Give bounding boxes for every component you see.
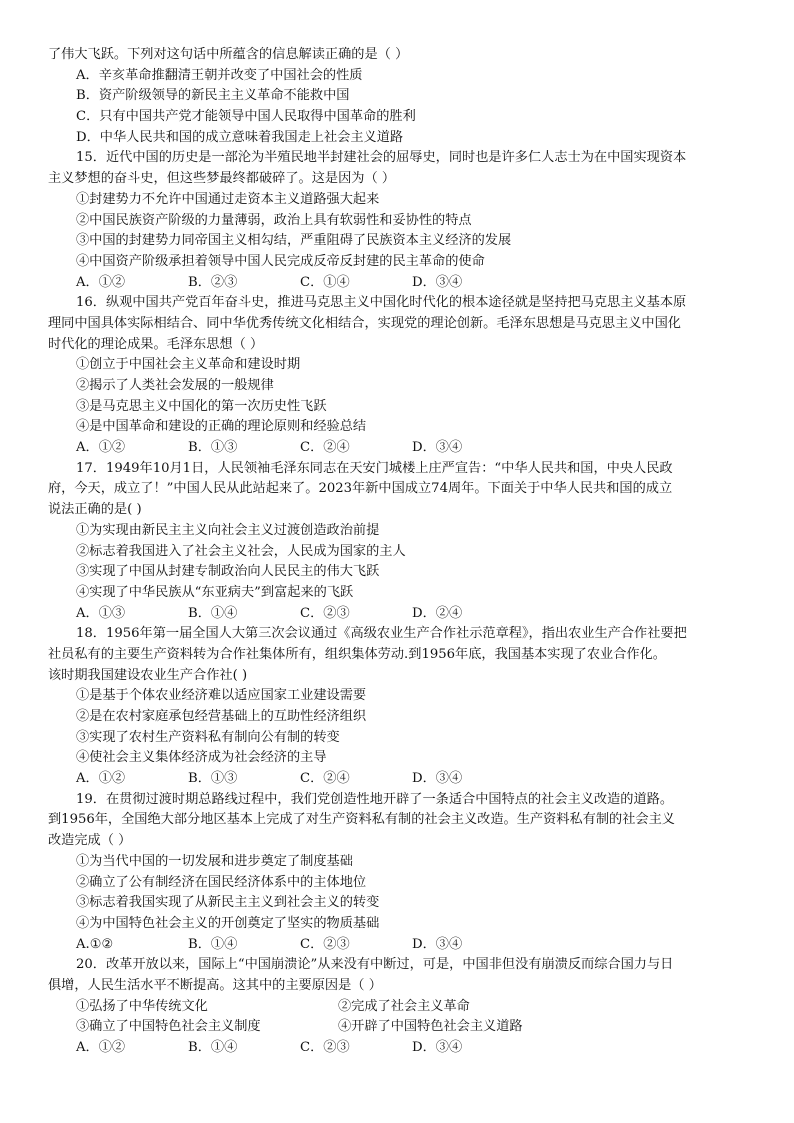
q18-stem-line2: 社员私有的主要生产资料转为合作社集体所有，组织集体劳动.到1956年底，我国基本实现了农业合作化。 bbox=[48, 646, 666, 662]
q18-choice-c: C．②④ bbox=[300, 771, 350, 787]
q20-item-3: ③确立了中国特色社会主义制度 bbox=[76, 1019, 261, 1035]
q18-choice-b: B．①③ bbox=[188, 771, 238, 787]
q16-stem-line2: 理同中国具体实际相结合、同中华优秀传统文化相结合，实现党的理论创新。毛泽东思想是马克思主义中国化 bbox=[48, 315, 681, 331]
q18-item-3: ③实现了农村生产资料私有制向公有制的转变 bbox=[76, 729, 340, 745]
q14-option-c: C．只有中国共产党才能领导中国人民取得中国革命的胜利 bbox=[76, 109, 416, 125]
q17-item-4: ④实现了中华民族从“东亚病夫”到富起来的飞跃 bbox=[76, 584, 354, 600]
q16-item-2: ②揭示了人类社会发展的一般规律 bbox=[76, 378, 274, 393]
q19-stem-line3: 改造完成（ ） bbox=[48, 833, 132, 849]
q20-choices bbox=[48, 1038, 746, 1059]
q15-choices bbox=[48, 273, 746, 294]
q16-item-4: ④是中国革命和建设的正确的理论原则和经验总结 bbox=[76, 419, 367, 435]
q20-choice-a: A．①② bbox=[76, 1040, 126, 1055]
q19-choice-b: B．①④ bbox=[188, 936, 238, 952]
q17-item-3: ③实现了中国从封建专制政治向人民民主的伟大飞跃 bbox=[76, 564, 380, 580]
q16-stem-line3: 时代化的理论成果。毛泽东思想（ ） bbox=[48, 336, 264, 352]
q15-stem-line1: 15．近代中国的历史是一部沦为半殖民地半封建社会的屈辱史，同时也是许多仁人志士为在中国实现资本 bbox=[76, 150, 687, 166]
q15-choice-d: D．③④ bbox=[412, 274, 463, 290]
q16-choice-d: D．③④ bbox=[412, 440, 463, 456]
q17-stem-line1: 17．1949年10月1日，人民领袖毛泽东同志在天安门城楼上庄严宣告：“中华人民共和国，中央人民政 bbox=[76, 460, 673, 476]
q15-choice-b: B．②③ bbox=[188, 274, 238, 290]
q18-stem-line3: 该时期我国建设农业生产合作社( ) bbox=[48, 667, 248, 683]
q14-stem: 了伟大飞跃。下列对这句话中所蕴含的信息解读正确的是（ ） bbox=[48, 47, 409, 62]
q20-choice-b: B．①④ bbox=[188, 1040, 238, 1055]
q18-item-2: ②是在农村家庭承包经营基础上的互助性经济组织 bbox=[76, 709, 367, 724]
q17-stem-line3: 说法正确的是( ) bbox=[48, 502, 142, 518]
q15-item-4: ④中国资产阶级承担着领导中国人民完成反帝反封建的民主革命的使命 bbox=[76, 253, 485, 269]
q17-choice-d: D．②④ bbox=[412, 605, 463, 621]
q16-stem-line1: 16．纵观中国共产党百年奋斗史，推进马克思主义中国化时代化的根本途径就是坚持把马克思主义基本原 bbox=[76, 295, 687, 311]
q16-choices bbox=[48, 438, 746, 459]
q19-choice-d: D．③④ bbox=[412, 936, 463, 952]
q17-choice-a: A．①③ bbox=[76, 605, 126, 621]
q18-choice-d: D．③④ bbox=[412, 771, 463, 787]
q17-choice-b: B．①④ bbox=[188, 605, 238, 621]
q15-item-1: ①封建势力不允许中国通过走资本主义道路强大起来 bbox=[76, 191, 380, 207]
q19-stem-line2: 到1956年，全国绝大部分地区基本上完成了对生产资料私有制的社会主义改造。生产资料私有制的社会主义 bbox=[48, 812, 675, 828]
q14-option-a: A．辛亥革命推翻清王朝并改变了中国社会的性质 bbox=[76, 67, 363, 83]
q19-item-1: ①为当代中国的一切发展和进步奠定了制度基础 bbox=[76, 853, 353, 869]
q16-item-1: ①创立于中国社会主义革命和建设时期 bbox=[76, 357, 301, 373]
q20-items-row2 bbox=[48, 1017, 746, 1038]
q19-stem-line1: 19．在贯彻过渡时期总路线过程中，我们党创造性地开辟了一条适合中国特点的社会主义改造的道路。 bbox=[76, 791, 674, 807]
q20-stem-line1: 20．改革开放以来，国际上“中国崩溃论”从来没有中断过，可是，中国非但没有崩溃反而综合国力与日 bbox=[76, 957, 674, 973]
q14-option-b: B．资产阶级领导的新民主主义革命不能救中国 bbox=[76, 88, 350, 104]
q19-choice-a: A.①② bbox=[76, 936, 114, 952]
q18-item-1: ①是基于个体农业经济难以适应国家工业建设需要 bbox=[76, 688, 367, 704]
q18-choice-a: A．①② bbox=[76, 771, 126, 787]
q20-item-1: ①弘扬了中华传统文化 bbox=[76, 998, 208, 1014]
q17-stem-line2: 府，今天，成立了！”中国人民从此站起来了。2023年新中国成立74周年。下面关于中华人民共和国的成立 bbox=[48, 481, 673, 497]
q17-item-2: ②标志着我国进入了社会主义社会，人民成为国家的主人 bbox=[76, 543, 406, 559]
q18-item-4: ④使社会主义集体经济成为社会经济的主导 bbox=[76, 750, 327, 766]
q20-item-4: ④开辟了中国特色社会主义道路 bbox=[338, 1019, 523, 1035]
q19-item-4: ④为中国特色社会主义的开创奠定了坚实的物质基础 bbox=[76, 915, 380, 931]
q15-item-3: ③中国的封建势力同帝国主义相勾结，严重阻碍了民族资本主义经济的发展 bbox=[76, 233, 512, 249]
q16-choice-b: B．①③ bbox=[188, 440, 238, 456]
q15-choice-c: C．①④ bbox=[300, 274, 350, 290]
q18-stem-line1: 18．1956年第一届全国人大第三次会议通过《高级农业生产合作社示范章程》，指出农业生产合作社要把 bbox=[76, 626, 687, 642]
q17-item-1: ①为实现由新民主主义向社会主义过渡创造政治前提 bbox=[76, 522, 380, 538]
q20-choice-c: C．②③ bbox=[300, 1040, 350, 1055]
q15-item-2: ②中国民族资产阶级的力量薄弱，政治上具有软弱性和妥协性的特点 bbox=[76, 212, 472, 228]
q17-choices bbox=[48, 604, 746, 625]
q20-item-2: ②完成了社会主义革命 bbox=[338, 998, 470, 1014]
q20-choice-d: D．③④ bbox=[412, 1040, 463, 1055]
q16-item-3: ③是马克思主义中国化的第一次历史性飞跃 bbox=[76, 398, 327, 414]
q19-choices bbox=[48, 935, 746, 956]
q15-stem-line2: 主义梦想的奋斗史，但这些梦最终都破碎了。这是因为（ ） bbox=[48, 171, 396, 187]
q16-choice-a: A．①② bbox=[76, 440, 126, 456]
q18-choices bbox=[48, 769, 746, 790]
q19-item-3: ③标志着我国实现了从新民主主义到社会主义的转变 bbox=[76, 895, 380, 911]
q15-choice-a: A．①② bbox=[76, 274, 126, 290]
q17-choice-c: C．②③ bbox=[300, 605, 350, 621]
q19-item-2: ②确立了公有制经济在国民经济体系中的主体地位 bbox=[76, 874, 367, 890]
q20-stem-line2: 俱增，人民生活水平不断提高。这其中的主要原因是（ ） bbox=[48, 977, 382, 993]
q14-option-d: D．中华人民共和国的成立意味着我国走上社会主义道路 bbox=[76, 129, 404, 145]
q19-choice-c: C．②③ bbox=[300, 936, 350, 952]
q16-choice-c: C．②④ bbox=[300, 440, 350, 456]
q20-items-row1 bbox=[48, 997, 746, 1018]
